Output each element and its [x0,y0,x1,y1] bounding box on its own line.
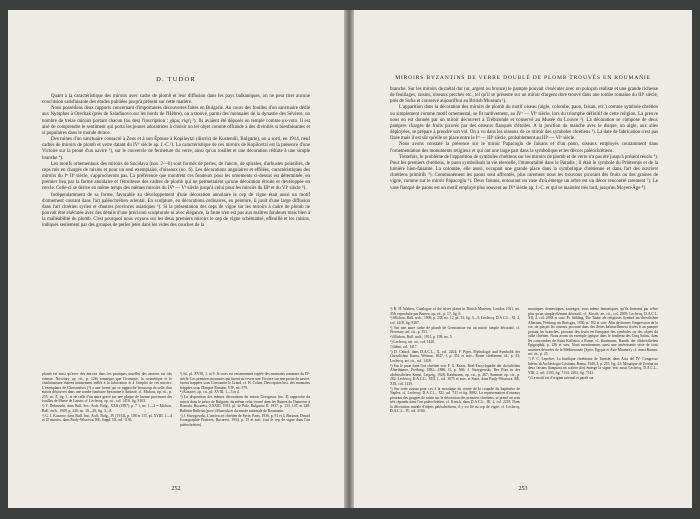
footnote: ⁶) Idem, col. 1417. [390,344,418,349]
paragraph: Indépendamment de sa forme, favorable au développement d'une décoration annulaire le cep de vigne était aussi un motif d'ornement courant dans l'art paléochrétien oriental. En sculpture, en décorations ordinaires, en peinture, il jouit d'une large diffusion dans l'art chrétien syrien et d'autres provinces asiatiques ⁶). Si la présentation des ceps de vigne sur les miroirs à cadre de plomb ne pouvait être exécutée avec des détails d'une précision sculpturale ni avec élégance, la faute n'en est pas aux maîtres fondeurs mais bien à la malléabilité du plomb. C'est pourquoi nous voyons sur les deux premiers miroirs le cep de vigne schématisé, effeuillé et les raisins, indiqués seulement par des groupes de perles jetés dans les vides des couches de la [42,192,310,229]
footnote: ⁵) La disposition des mêmes décorations du miroir Georgescu (no. 4) rapproche du miroir dans le trésor de Bulgarie, du même celui trouvé dans les Ruines du Danuvius à Romula, Bucarest, XXXIII, 1933, pl. de Pulz, Bulgaria; II, 1917, p. 133, 147, et 248. Bulletin Bulletin (prov.) Muzeulu et du musée nationale de Roumanie. [180,395,310,413]
footnote: ²) Michon, Bull. arch., 1909, p. 238, no. 12, pl. 13, fig. 3—5; Leclercq, D.A.C.L., XI, 2, col. 1418, fig. 8167. [390,316,520,325]
right-body-text [390,87,658,192]
running-head-left: D. TUDOR [156,76,196,83]
running-head-right: MIROIRS BYZANTINS DE VERRE DOUBLÉ DE PLOMB TROUVÉS EN ROUMANIE [395,75,651,81]
right-page [354,10,692,508]
paragraph: L'apparition dans la décoration des miroirs de plomb du motif oiseau (aigle, colombe, paon, faisan, etc.) comme symbole chrétien ou simplement comme motif ornemental, se fit tardivement, au IVᵉ — VIᵉ siècle, lors du triomphe définitif de cette religion. La preuve nous en est donnée par un miroir découvert à Trébizonde et conservé au Musée du Louvre ²). La décoration se compose de deux pampres chargés de fruits picorés par des oiseaux flanqués d'étoiles. A la jonction du manche avec le disque, un aigle, aux ailes déployées, se prépare à prendre son vol. On a vu dans les oiseaux de ce miroir des symboles chrétiens ³). La date de fabrication n'est pas fixée mais il est sûr qu'elle se place entre le Iᵉʳ — IIIᵉ siècle, probablement au IIIᵉ — VIᵉ siècle. [390,105,658,142]
paragraph: Nous possédons deux rapports concernant d'importantes découvertes faites en Bulgarie. Au cours des fouilles d'un sanctuaire dédié aux Nymphes à Orechak (près de Saladinovo sur les bords de l'Hèbre), on a trouvé, parmi des monnaies de la dynastie des Sévères, un nombre de treize miroirs portant chacun (ou des) l'inscription : χάρις εὐχή ¹). Ils avaient été déposés en temple comme ex-voto. Il est aisé de comprendre le sentiment qui porta les jeunes adoratrices à choisir un tel objet comme offrande à des divinités si bienfaisantes et si populaires dans le monde thrace. [42,106,310,136]
paragraph: Les motifs ornementaux des miroirs de Sucidava (nos. 2—6) sont formés de perles, de l'ancre, de spirales, d'arbustes pointillés, de ceps mis en chargés de raisins et pour un seul exemplaire, d'oiseaux (no. 6). Les décorations angulaires et effilées, caractéristiques des miroirs du Iᵉʳ IIᵉ siècle, s'approcheront pas. La préférence que montrent ces fondeurs pour les ornements ci-dessus est déterminée, en premier lieu par la forme annulaire et l'étroitesse des cadres de plomb qui ne permettaient qu'une décoration étroite et développée en cercle. Celle-ci se dérive en même temps des mêmes miroirs du IVᵉ — Vᵉ siècle jusqu'à celui pour les miroirs du IIIᵉ et du VIᵉ siècle ⁵). [42,161,310,192]
footnote: ³) Id., pl. XVIII, 1, et 9. Je crois est certainement copiée des monnaies romaines du IVᵉ siècle. Les premiers monnaies qui furent au revers une Victoire sur une proue de navire, furent frappées sous Constantin le Grand, cf. H. Cohen, Description hist. des monnaies frappées sous l'Empire Romain, VII², no. 579. [180,372,310,390]
footnote: mosaïques domestiques, sauvages, vous même fantastiques, qu'ils finissent par n'être plus qu'un simple élément décoratif, cf. Kirsch, art. cit., col. 2309; Leclercq, D.A.C.L. XII, 2, col. 2038 et suiv. Fr. Sühling, Die Taube als religiöses Symbol im christlichen Altertum, Freiburg im Breisgau, 1930, p. 102 et suiv. Afin de donner l'impression de la vie, on plaçait les oiseaux picorant dans des fleurs habituellement fixées à un pampre portant les branches, picorant des fruits en flanquant des symboles ou des objets du culte chrétien. Nous avons un exemple typique dans le tombeau des Cinq Saints, dans les catacombes de Saint Kallixtos à Rome, cf. Kaufmann, Handb. der altchristlichen Epigraphik, p. 236 et suiv. Nous mentionnons aussi une intéressante série de trois assiettes décorées de la Méditerranée (Syrie, Egypte et Asie Mineure), cf. aussi Barnea, art. cit., p. 25. [528,307,658,357]
paragraph: Des ruines d'un sanctuaire consacré à Zeus et à son Épouse à Kopilovtzi (district de Kustendil, Bulgarie), on a sorti, en 1914, neuf cadres de miroirs de plomb et verre datant du IVᵉ siècle ap. J.-C.²). La caractéristique de ces miroirs de Kopilovtzi est la présence d'une Victoire sur la proue d'un navire ³), sur le couvercle de fermeture du verre, ainsi qu'un rosillet et une décoration réduite à une simple branche ⁴). [42,137,310,161]
paragraph: Nous avons constaté la présence sur le miroir Papacoglu de faisans et d'un paon, oiseaux employés couramment dans l'ornementation des monuments religieux et qui ont une large part dans la symbolique et les décors paléochrétiens. [390,142,658,154]
footnote: ³) Sur une autre cadre de plomb de Germanicae est un miroir simple décoratif, cf. Novotary, art. cit., p. 151. [390,325,520,335]
left-body-text [42,94,310,229]
page-number-right: 253 [518,486,528,492]
paragraph: branche. Sur les miroirs de métal dur (or, argent ou bronze) le pampre pouvait s'exécuter avec un poinçon réaliste et une grande richesse de feuillages, raisins, oiseaux perchés etc., tel qu'il se présente sur un miroir d'argent doré trouvé dans une tombe romaine du IIIᵉ siècle, près de Sofia et conservé aujourd'hui au British Museum ¹). [390,87,658,105]
page-number-left: 252 [171,486,181,492]
footnote: plomb est ainsi qu'avec des miroirs dans les pratiques usuelles des anciens est très connue. Novotary op. cit., p. 126) remarque que l'iconique, la cosmétique et le charlatanisme étaient intimement mêlés à la fabrication et à l'emploi de ces miroirs. L'exemplaire de Chersonèsos (?) a une forme qui se rapproche beaucoup de celle d'un miroir découvert dans une tombe funéraire byzantine à Antinoé, cf. Michon, op. cit., p. 255, no. 8, fig. 1, et de celle d'un autre gravé sur une plaque de bronze provenant des fouilles de Muete de Latran, cf. Leclercq, op. cit., col. 1416, fig. 8163. [42,372,172,404]
paragraph: Quant à la caractéristique des miroirs avec cadre de plomb et leur diffusion dans les pays balkaniques, on ne peut tirer aucune conclusion satisfaisante des études publiées jusqu'à présent sur cette matière. [42,94,310,106]
right-footnotes [390,307,658,477]
left-page [8,10,344,508]
footnote: ⁹) Sur cette oiseau pour ces à la mosaïque du centre de la coupole du baptistère de Naples, cf. Leclercq, D.A.C.L., XII, col. 741 et fig. 8892. La représentation d'oiseaux picorant des grappes de raisin sur la décoration des premiers chrétiens, se prend un sens très répandu dans l'art paléochrétien, cf. Kirsch, dans D.A.C.L., III, 2, col. 2218. Dans la décoration murale d'objets paléochrétiens, il y est lié au cep de vigne, cf. Leclercq, D.A.C.L., IV, col. 2184. [390,386,520,414]
footnote: ²) G. I. Kazarov, dans Bull. Inst. Arch. Bulg., IV (1914), p. 108 et 115, pl. XVIII, 1—4 et 10 miroirs, dans Pauly-Wissowa, RE, Suppl. III, col. 1136. [42,413,172,423]
footnote: ⁶) J. Strzygowski, L'ancien art chrétien de Syrie, Paris, 1936, p. 91 et 3. Bartoux, Dawid Iconographie Pentcres, Bucarest, 1934, p. 15 et suiv. (sur le cep de vigne dans l'art paléochrétien). [180,413,310,427]
footnote: ¹) V. Dobrusehi, dans Bull. Soc. Arch. Bulg., XXII (1897), p. 7 1, no. 1—3 = Michon, Bull. arch., 1909, p. 240, no. 18—20, fig. 3—8. [42,404,172,413]
footnote: ⁸) Le motif est d'origine oriental et paraît sur [528,375,594,380]
footnote: ⁷) P. C. Leprêtre, La basilique chrétienne de Tunisie, dans Acta del IVᵉ Congresso Intern. di Archeologia Cristiana, Roma, 1940, I, p. 255, fig. 22; Mosaïque de Foréna un deux faisans flanquant un cratère d'où émerge la vigne, voir aussi Leclercq, D.A.C.L., VIII, 2, col. 2193, fig. 7134; 2202, fig. 7143. [528,357,658,375]
footnote: ⁴) Michon, Bull. arch., 1911, p. 198, no. 5. [390,335,453,340]
paragraph: Toutefois, le problème de l'apparition de symboles chrétiens sur les miroirs de plomb et de verre n'a pas été jusqu'à présent résolu ⁴). Pour les premiers chrétiens, le paon symbolisait la vie éternelle, l'immortalité dans le Paradis ; il était le symbole du Printemps et de la lumière bien-faisante. La colombe, elle aussi, occupait une grande place dans la symbolique chrétienne et dans l'art des ouvriers chrétiens primitifs ⁵). Communément les paons sont affrontés, plus rarement nous les trouvons picorant des fruits ou des graines de vigne, comme sur le miroir Papacoglu ⁶). Deux faisans, entourant un vase d'où émerge un arbre est un décor rencontré rarement ⁷). Le vase flanqué de paons est un motif employé plus souvent au IVᵉ siècle ap. J.-C. et qui se maintint très tard, jusqu'au Moyen-Âge ⁸). [390,154,658,191]
footnote: ¹) B. H. Walters, Catalogue of the silver plates in British Museum, London 1921, no. 356, reproduite par Barnea, op. cit., p. 17, fig. 6. [390,307,520,316]
book-gutter [344,10,354,508]
footnote: ⁵) Leclercq, art. cit., col. 1420. [390,340,436,345]
footnote: ⁴) Kazarov, op. cit., pl. XVIII, 1—3 et 4. [180,390,240,395]
left-footnotes [42,372,310,477]
footnote: ⁷) D. Cabrol, dans D.A.C.L., X, col. 2204; F. Piper, Mythologie und Symbolik der Christlichen Kunst, Weimar, 1847, I, p. 351 et suiv.; Rome chrétienne, id., p. 33; Leclercq, art. cit., col. 1418. [390,349,520,363]
footnote: ⁸) Sur le paon dans l'art chrétien voir F. X. Kraus, Real-Encyclopädie der christlichen Alterthümer, Freiburg, 1882—1886, II, p. 566; J. Strzygowski, Der Pfau in der altchristlichen Kunst, Leipzig, 1928; Kaufmann, op. cit., p. 267; Sommer op. cit., p. 282; Leclercq, D.A.C.L., XIII, 1, col. 1075 et suiv. et Suire, dans Pauly-Wissowa, RE, XIX, col. 1419. [390,363,520,386]
